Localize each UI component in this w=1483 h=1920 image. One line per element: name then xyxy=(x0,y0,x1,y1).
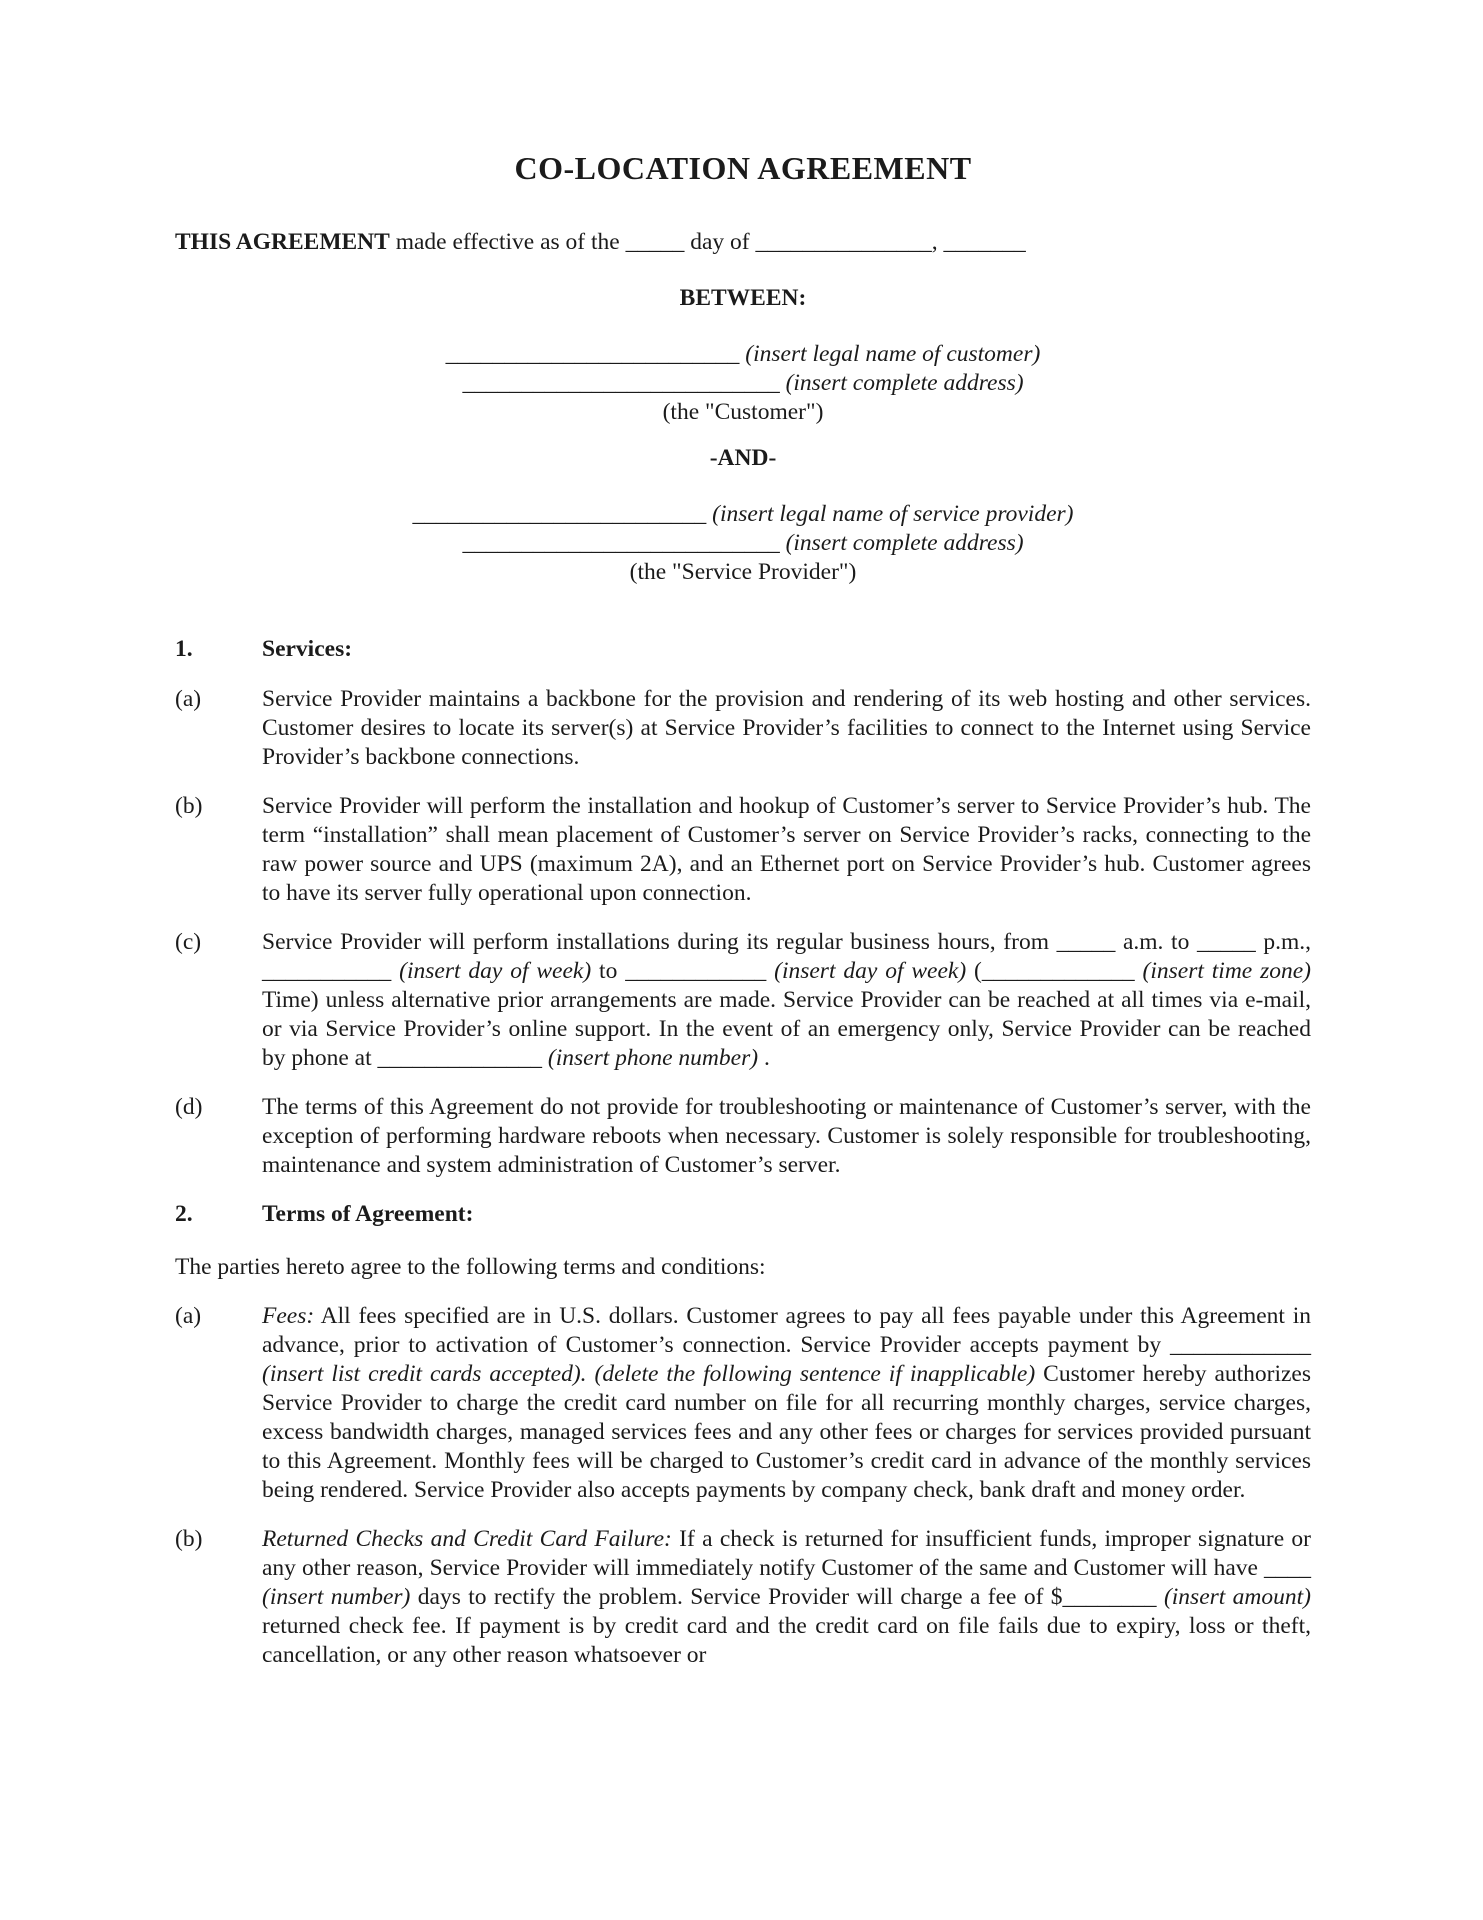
customer-address-line: ___________________________ (insert complete address) xyxy=(462,370,1024,396)
paragraph-1d-label: (d) xyxy=(175,1094,203,1120)
paragraph-2b-text: Returned Checks and Credit Card Failure: If a check is returned for insufficient funds, improper signature or any other reason, Service Provider will immediately notify Customer of the same and Customer will have ____ (insert number) days to rectify the problem. Service Provider will charge a fee of $________ (insert amount) returned check fee. If payment is by credit card and the credit card on file fails due to expiry, loss or theft, cancellation, or any other reason whatsoever or xyxy=(262,1526,1312,1668)
intro-clause: THIS AGREEMENT made effective as of the _____ day of _______________, _______ xyxy=(175,229,1026,255)
paragraph-2a-label: (a) xyxy=(175,1303,202,1329)
provider-address-line: ___________________________ (insert complete address) xyxy=(462,530,1024,556)
paragraph-1d-text: The terms of this Agreement do not provide for troubleshooting or maintenance of Customer’s server, with the exception of performing hardware reboots when necessary. Customer is solely responsible for troubleshooting, maintenance and system administration of Customer’s server. xyxy=(262,1094,1311,1178)
provider-name-line: _________________________ (insert legal name of service provider) xyxy=(412,501,1074,527)
and-separator: -AND- xyxy=(709,445,777,471)
section-2-title: Terms of Agreement: xyxy=(262,1201,474,1227)
paragraph-2b xyxy=(175,1525,1311,1670)
customer-name-line: _________________________ (insert legal name of customer) xyxy=(445,341,1041,367)
page-title: CO-LOCATION AGREEMENT xyxy=(514,150,972,186)
customer-block xyxy=(175,340,1311,427)
paragraph-2a xyxy=(175,1302,1311,1505)
paragraph-2a-text: Fees: All fees specified are in U.S. dollars. Customer agrees to pay all fees payable under this Agreement in advance, prior to activation of Customer’s connection. Service Provider accepts payment by ____________ (insert list credit cards accepted). (delete the following sentence if inapplicable) Customer hereby authorizes Service Provider to charge the credit card number on file for all recurring monthly charges, service charges, excess bandwidth charges, managed services fees and any other fees or charges for services provided pursuant to this Agreement. Monthly fees will be charged to Customer’s credit card in advance of the monthly services being rendered. Service Provider also accepts payments by company check, bank draft and money order. xyxy=(262,1303,1312,1503)
paragraph-1a xyxy=(175,685,1311,772)
paragraph-1a-text: Service Provider maintains a backbone for the provision and rendering of its web hosting and other services. Customer desires to locate its server(s) at Service Provider’s facilities to connect to the Internet using Service Provider’s backbone connections. xyxy=(262,686,1311,770)
paragraph-1c xyxy=(175,928,1311,1073)
section-1-title: Services: xyxy=(262,636,353,662)
section-2-heading xyxy=(175,1200,1311,1229)
customer-designation: (the "Customer") xyxy=(662,399,824,425)
between-label: BETWEEN: xyxy=(679,285,807,311)
paragraph-1d xyxy=(175,1093,1311,1180)
section-1-number: 1. xyxy=(175,636,193,662)
paragraph-1a-label: (a) xyxy=(175,686,202,712)
paragraph-1c-label: (c) xyxy=(175,929,202,955)
paragraph-2b-label: (b) xyxy=(175,1526,203,1552)
paragraph-1b-text: Service Provider will perform the installation and hookup of Customer’s server to Service Provider’s hub. The term “installation” shall mean placement of Customer’s server on Service Provider’s racks, connecting to the raw power source and UPS (maximum 2A), and an Ethernet port on Service Provider’s hub. Customer agrees to have its server fully operational upon connection. xyxy=(262,793,1311,906)
section-1-heading xyxy=(175,635,1311,664)
paragraph-1b-label: (b) xyxy=(175,793,203,819)
provider-designation: (the "Service Provider") xyxy=(629,559,857,585)
paragraph-1c-text: Service Provider will perform installations during its regular business hours, from _____ a.m. to _____ p.m., ___________ (insert day of week) to ____________ (insert day of week) (_____________ (insert time zone) Time) unless alternative prior arrangements are made. Service Provider can be reached at all times via e-mail, or via Service Provider’s online support. In the event of an emergency only, Service Provider can be reached by phone at ______________ (insert phone number) . xyxy=(262,929,1312,1071)
provider-block xyxy=(175,500,1311,587)
paragraph-1b xyxy=(175,792,1311,908)
section-2-number: 2. xyxy=(175,1201,193,1227)
section-2-lead: The parties hereto agree to the following terms and conditions: xyxy=(175,1254,766,1280)
